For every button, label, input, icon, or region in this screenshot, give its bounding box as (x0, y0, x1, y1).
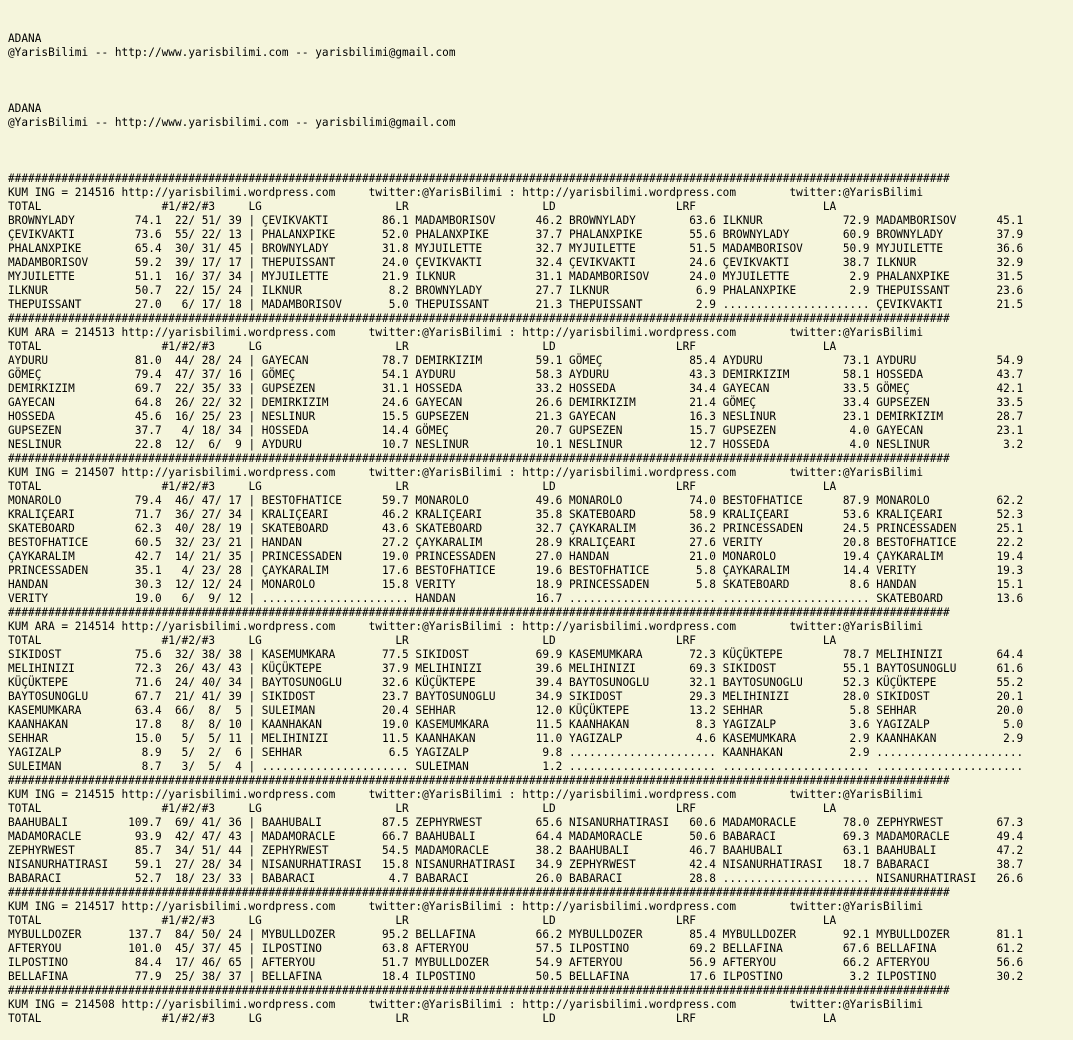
horse-row: GUPSEZEN 37.7 4/ 18/ 34 | HOSSEDA 14.4 GÖMEÇ 20.7 GUPSEZEN 15.7 GUPSEZEN 4.0 GAYECAN 23.1 (8, 424, 1024, 437)
horse-row: HANDAN 30.3 12/ 12/ 24 | MONAROLO 15.8 VERITY 18.9 PRINCESSADEN 5.8 SKATEBOARD 8.6 HANDAN 15.1 (8, 578, 1024, 591)
race-block-214514 (8, 606, 1023, 774)
horse-row: MELIHINIZI 72.3 26/ 43/ 43 | KÜÇÜKTEPE 37.9 MELIHINIZI 39.6 MELIHINIZI 69.3 SIKIDOST 55.1 BAYTOSUNOGLU 61.6 (8, 662, 1024, 675)
horse-row: BAAHUBALI 109.7 69/ 41/ 36 | BAAHUBALI 87.5 ZEPHYRWEST 65.6 NISANURHATIRASI 60.6 MADAMORACLE 78.0 ZEPHYRWEST 67.3 (8, 816, 1024, 829)
blank-line (8, 60, 1023, 74)
separator-line: ############################################################################################################################################# (8, 452, 950, 465)
horse-row: YAGIZALP 8.9 5/ 2/ 6 | SEHHAR 6.5 YAGIZALP 9.8 ...................... KAANHAKAN 2.9 ...................... (8, 746, 1024, 759)
horse-row: KÜÇÜKTEPE 71.6 24/ 40/ 34 | BAYTOSUNOGLU 32.6 KÜÇÜKTEPE 39.4 BAYTOSUNOGLU 32.1 BAYTOSUNOGLU 52.3 KÜÇÜKTEPE 55.2 (8, 676, 1024, 689)
horse-row: SIKIDOST 75.6 32/ 38/ 38 | KASEMUMKARA 77.5 SIKIDOST 69.9 KASEMUMKARA 72.3 KÜÇÜKTEPE 78.7 MELIHINIZI 64.4 (8, 648, 1024, 661)
race-block-214507 (8, 452, 1023, 606)
race-header: KUM ING = 214515 http://yarisbilimi.wordpress.com twitter:@YarisBilimi : http://yarisbilimi.wordpress.com twitter:@YarisBilimi (8, 788, 924, 801)
horse-row: ÇEVIKVAKTI 73.6 55/ 22/ 13 | PHALANXPIKE 52.0 PHALANXPIKE 37.7 PHALANXPIKE 55.6 BROWNYLADY 60.9 BROWNYLADY 37.9 (8, 228, 1024, 241)
horse-row: BROWNYLADY 74.1 22/ 51/ 39 | ÇEVIKVAKTI 86.1 MADAMBORISOV 46.2 BROWNYLADY 63.6 ILKNUR 72.9 MADAMBORISOV 45.1 (8, 214, 1024, 227)
separator-line: ############################################################################################################################################# (8, 984, 950, 997)
city-title: ADANA (8, 102, 42, 115)
race-block-214517 (8, 886, 1023, 984)
horse-row: DEMIRKIZIM 69.7 22/ 35/ 33 | GUPSEZEN 31.1 HOSSEDA 33.2 HOSSEDA 34.4 GAYECAN 33.5 GÖMEÇ 42.1 (8, 382, 1024, 395)
race-header: KUM ARA = 214514 http://yarisbilimi.wordpress.com twitter:@YarisBilimi : http://yarisbilimi.wordpress.com twitter:@YarisBilimi (8, 620, 924, 633)
horse-row: ILKNUR 50.7 22/ 15/ 24 | ILKNUR 8.2 BROWNYLADY 27.7 ILKNUR 6.9 PHALANXPIKE 2.9 THEPUISSANT 23.6 (8, 284, 1024, 297)
horse-row: PRINCESSADEN 35.1 4/ 23/ 28 | ÇAYKARALIM 17.6 BESTOFHATICE 19.6 BESTOFHATICE 5.8 ÇAYKARALIM 14.4 VERITY 19.3 (8, 564, 1024, 577)
race-block-214513 (8, 312, 1023, 452)
blank-line (8, 88, 1023, 102)
column-headers: TOTAL #1/#2/#3 LG LR LD LRF LA (8, 480, 837, 493)
blank-line (8, 130, 1023, 144)
horse-row: NESLINUR 22.8 12/ 6/ 9 | AYDURU 10.7 NESLINUR 10.1 NESLINUR 12.7 HOSSEDA 4.0 NESLINUR 3.2 (8, 438, 1024, 451)
horse-row: MADAMBORISOV 59.2 39/ 17/ 17 | THEPUISSANT 24.0 ÇEVIKVAKTI 32.4 ÇEVIKVAKTI 24.6 ÇEVIKVAKTI 38.7 ILKNUR 32.9 (8, 256, 1024, 269)
horse-row: MADAMORACLE 93.9 42/ 47/ 43 | MADAMORACLE 66.7 BAAHUBALI 64.4 MADAMORACLE 50.6 BABARACI 69.3 MADAMORACLE 49.4 (8, 830, 1024, 843)
results-document (8, 4, 1023, 1040)
horse-row: BABARACI 52.7 18/ 23/ 33 | BABARACI 4.7 BABARACI 26.0 BABARACI 28.8 ...................... NISANURHATIRASI 26.6 (8, 872, 1024, 885)
column-headers: TOTAL #1/#2/#3 LG LR LD LRF LA (8, 914, 837, 927)
blank-line (8, 74, 1023, 88)
horse-row: NISANURHATIRASI 59.1 27/ 28/ 34 | NISANURHATIRASI 15.8 NISANURHATIRASI 34.9 ZEPHYRWEST 42.4 NISANURHATIRASI 18.7 BABARACI 38.7 (8, 858, 1024, 871)
horse-row: KAANHAKAN 17.8 8/ 8/ 10 | KAANHAKAN 19.0 KASEMUMKARA 11.5 KAANHAKAN 8.3 YAGIZALP 3.6 YAGIZALP 5.0 (8, 718, 1024, 731)
horse-row: VERITY 19.0 6/ 9/ 12 | ...................... HANDAN 16.7 ...................... ...................... SKATEBOARD 13.6 (8, 592, 1024, 605)
horse-row: GAYECAN 64.8 26/ 22/ 32 | DEMIRKIZIM 24.6 GAYECAN 26.6 DEMIRKIZIM 21.4 GÖMEÇ 33.4 GUPSEZEN 33.5 (8, 396, 1024, 409)
separator-line: ############################################################################################################################################# (8, 886, 950, 899)
horse-row: MYJUILETTE 51.1 16/ 37/ 34 | MYJUILETTE 21.9 ILKNUR 31.1 MADAMBORISOV 24.0 MYJUILETTE 2.9 PHALANXPIKE 31.5 (8, 270, 1024, 283)
horse-row: GÖMEÇ 79.4 47/ 37/ 16 | GÖMEÇ 54.1 AYDURU 58.3 AYDURU 43.3 DEMIRKIZIM 58.1 HOSSEDA 43.7 (8, 368, 1024, 381)
race-block-214516 (8, 172, 1023, 312)
contact-line: @YarisBilimi -- http://www.yarisbilimi.com -- yarisbilimi@gmail.com (8, 46, 456, 59)
race-header: KUM ING = 214517 http://yarisbilimi.wordpress.com twitter:@YarisBilimi : http://yarisbilimi.wordpress.com twitter:@YarisBilimi (8, 900, 924, 913)
horse-row: BAYTOSUNOGLU 67.7 21/ 41/ 39 | SIKIDOST 23.7 BAYTOSUNOGLU 34.9 SIKIDOST 29.3 MELIHINIZI 28.0 SIKIDOST 20.1 (8, 690, 1024, 703)
horse-row: BESTOFHATICE 60.5 32/ 23/ 21 | HANDAN 27.2 ÇAYKARALIM 28.9 KRALIÇEARI 27.6 VERITY 20.8 BESTOFHATICE 22.2 (8, 536, 1024, 549)
separator-line: ############################################################################################################################################# (8, 606, 950, 619)
horse-row: PHALANXPIKE 65.4 30/ 31/ 45 | BROWNYLADY 31.8 MYJUILETTE 32.7 MYJUILETTE 51.5 MADAMBORISOV 50.9 MYJUILETTE 36.6 (8, 242, 1024, 255)
contact-line: @YarisBilimi -- http://www.yarisbilimi.com -- yarisbilimi@gmail.com (8, 116, 456, 129)
race-list (8, 172, 1023, 1026)
horse-row: AYDURU 81.0 44/ 28/ 24 | GAYECAN 78.7 DEMIRKIZIM 59.1 GÖMEÇ 85.4 AYDURU 73.1 AYDURU 54.9 (8, 354, 1024, 367)
column-headers: TOTAL #1/#2/#3 LG LR LD LRF LA (8, 1012, 837, 1025)
race-header: KUM ING = 214508 http://yarisbilimi.wordpress.com twitter:@YarisBilimi : http://yarisbilimi.wordpress.com twitter:@YarisBilimi (8, 998, 924, 1011)
separator-line: ############################################################################################################################################# (8, 312, 950, 325)
horse-row: SULEIMAN 8.7 3/ 5/ 4 | ...................... SULEIMAN 1.2 ...................... ...................... ...................... (8, 760, 1024, 773)
race-block-214515 (8, 774, 1023, 886)
race-header: KUM ING = 214507 http://yarisbilimi.wordpress.com twitter:@YarisBilimi : http://yarisbilimi.wordpress.com twitter:@YarisBilimi (8, 466, 924, 479)
column-headers: TOTAL #1/#2/#3 LG LR LD LRF LA (8, 200, 837, 213)
horse-row: MONAROLO 79.4 46/ 47/ 17 | BESTOFHATICE 59.7 MONAROLO 49.6 MONAROLO 74.0 BESTOFHATICE 87.9 MONAROLO 62.2 (8, 494, 1024, 507)
column-headers: TOTAL #1/#2/#3 LG LR LD LRF LA (8, 802, 837, 815)
horse-row: ZEPHYRWEST 85.7 34/ 51/ 44 | ZEPHYRWEST 54.5 MADAMORACLE 38.2 BAAHUBALI 46.7 BAAHUBALI 63.1 BAAHUBALI 47.2 (8, 844, 1024, 857)
horse-row: HOSSEDA 45.6 16/ 25/ 23 | NESLINUR 15.5 GUPSEZEN 21.3 GAYECAN 16.3 NESLINUR 23.1 DEMIRKIZIM 28.7 (8, 410, 1024, 423)
document-header (8, 32, 1023, 144)
separator-line: ############################################################################################################################################# (8, 172, 950, 185)
city-title: ADANA (8, 32, 42, 45)
horse-row: ILPOSTINO 84.4 17/ 46/ 65 | AFTERYOU 51.7 MYBULLDOZER 54.9 AFTERYOU 56.9 AFTERYOU 66.2 AFTERYOU 56.6 (8, 956, 1024, 969)
column-headers: TOTAL #1/#2/#3 LG LR LD LRF LA (8, 634, 837, 647)
horse-row: SEHHAR 15.0 5/ 5/ 11 | MELIHINIZI 11.5 KAANHAKAN 11.0 YAGIZALP 4.6 KASEMUMKARA 2.9 KAANHAKAN 2.9 (8, 732, 1024, 745)
horse-row: KASEMUMKARA 63.4 66/ 8/ 5 | SULEIMAN 20.4 SEHHAR 12.0 KÜÇÜKTEPE 13.2 SEHHAR 5.8 SEHHAR 20.0 (8, 704, 1024, 717)
race-block-214508 (8, 984, 1023, 1026)
horse-row: BELLAFINA 77.9 25/ 38/ 37 | BELLAFINA 18.4 ILPOSTINO 50.5 BELLAFINA 17.6 ILPOSTINO 3.2 ILPOSTINO 30.2 (8, 970, 1024, 983)
horse-row: AFTERYOU 101.0 45/ 37/ 45 | ILPOSTINO 63.8 AFTERYOU 57.5 ILPOSTINO 69.2 BELLAFINA 67.6 BELLAFINA 61.2 (8, 942, 1024, 955)
horse-row: MYBULLDOZER 137.7 84/ 50/ 24 | MYBULLDOZER 95.2 BELLAFINA 66.2 MYBULLDOZER 85.4 MYBULLDOZER 92.1 MYBULLDOZER 81.1 (8, 928, 1024, 941)
separator-line: ############################################################################################################################################# (8, 774, 950, 787)
horse-row: SKATEBOARD 62.3 40/ 28/ 19 | SKATEBOARD 43.6 SKATEBOARD 32.7 ÇAYKARALIM 36.2 PRINCESSADEN 24.5 PRINCESSADEN 25.1 (8, 522, 1024, 535)
race-header: KUM ARA = 214513 http://yarisbilimi.wordpress.com twitter:@YarisBilimi : http://yarisbilimi.wordpress.com twitter:@YarisBilimi (8, 326, 924, 339)
horse-row: ÇAYKARALIM 42.7 14/ 21/ 35 | PRINCESSADEN 19.0 PRINCESSADEN 27.0 HANDAN 21.0 MONAROLO 19.4 ÇAYKARALIM 19.4 (8, 550, 1024, 563)
horse-row: KRALIÇEARI 71.7 36/ 27/ 34 | KRALIÇEARI 46.2 KRALIÇEARI 35.8 SKATEBOARD 58.9 KRALIÇEARI 53.6 KRALIÇEARI 52.3 (8, 508, 1024, 521)
horse-row: THEPUISSANT 27.0 6/ 17/ 18 | MADAMBORISOV 5.0 THEPUISSANT 21.3 THEPUISSANT 2.9 ...................... ÇEVIKVAKTI 21.5 (8, 298, 1024, 311)
column-headers: TOTAL #1/#2/#3 LG LR LD LRF LA (8, 340, 837, 353)
race-header: KUM ING = 214516 http://yarisbilimi.wordpress.com twitter:@YarisBilimi : http://yarisbilimi.wordpress.com twitter:@YarisBilimi (8, 186, 924, 199)
